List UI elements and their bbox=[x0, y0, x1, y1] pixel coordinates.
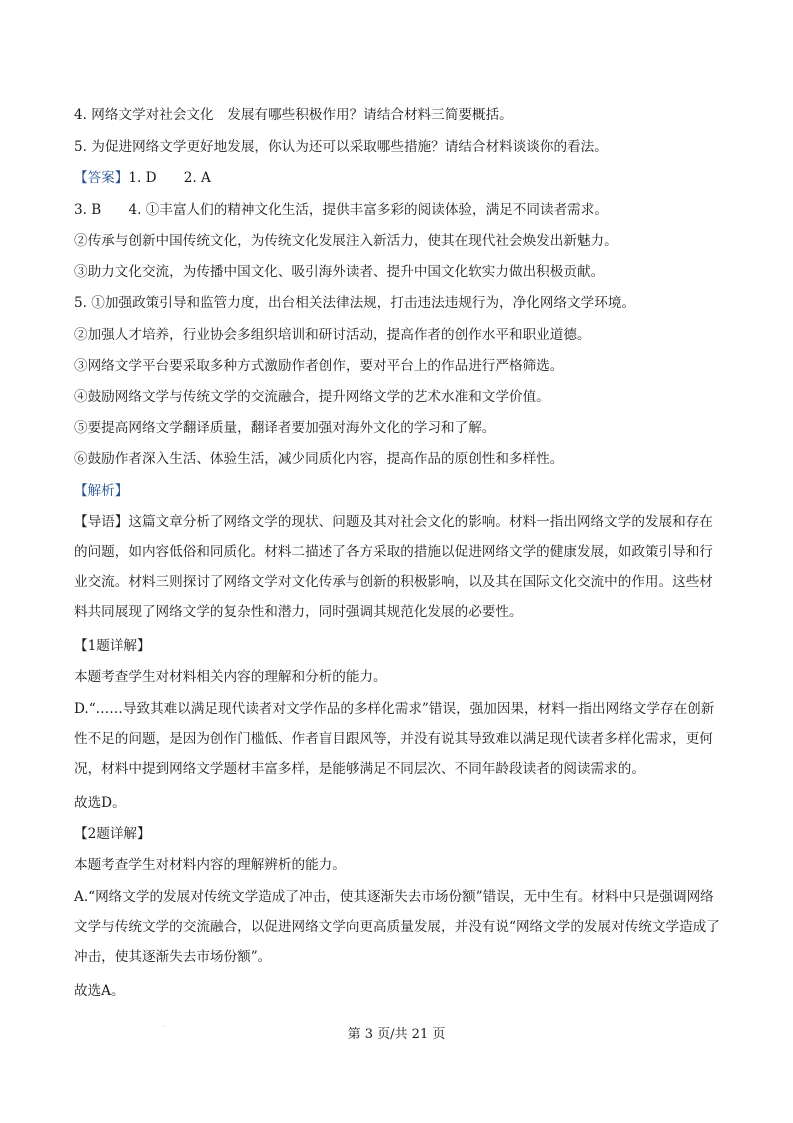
q1-detail-body: D.“……导致其难以满足现代读者对文学作品的多样化需求”错误，强加因果，材料一指出网络文学存在创新性不足的问题，是因为创作门槛低、作者盲目跟风等，并没有说其导致难以满足现代读者多样化需求，更何况，材料中提到网络文学题材丰富多样，是能够满足不同层次、不同年龄段读者的阅读需求的。 bbox=[74, 701, 715, 777]
answer-5-item-2: ②加强人才培养，行业协会多组织培训和研讨活动，提高作者的创作水平和职业道德。 bbox=[74, 327, 591, 343]
q1-detail-intro: 本题考查学生对材料相关内容的理解和分析的能力。 bbox=[74, 669, 387, 685]
q2-detail-body: A.“网络文学的发展对传统文学造成了冲击，使其逐渐失去市场份额”错误，无中生有。材料中只是强调网络文学与传统文学的交流融合，以促进网络文学向更高质量发展，并没有说“网络文学的发展对传统文学造成了冲击，使其逐渐失去市场份额”。 bbox=[74, 889, 720, 965]
answer-tag: 【答案】 bbox=[74, 170, 129, 186]
guide-paragraph: 【导语】这篇文章分析了网络文学的现状、问题及其对社会文化的影响。材料一指出网络文学的发展和存在的问题，如内容低俗和同质化。材料二描述了各方采取的措施以促进网络文学的健康发展，如政策引导和行业交流。材料三则探讨了网络文学对文化传承与创新的积极影响，以及其在国际文化交流中的作用。这些材料共同展现了网络文学的复杂性和潜力，同时强调其规范化发展的必要性。 bbox=[74, 514, 713, 620]
answer-5-item-5: ⑤要提高网络文学翻译质量，翻译者要加强对海外文化的学习和了解。 bbox=[74, 420, 496, 436]
answer-1-2: 1. D 2. A bbox=[128, 170, 211, 186]
answer-4-item-3: ③助力文化交流，为传播中国文化、吸引海外读者、提升中国文化软实力做出积极贡献。 bbox=[74, 264, 605, 280]
question-5: 5. 为促进网络文学更好地发展，你认为还可以采取哪些措施？请结合材料谈谈你的看法。 bbox=[74, 139, 608, 155]
answer-5-item-1: 5. ①加强政策引导和监管力度，出台相关法律法规，打击违法违规行为，净化网络文学环境。 bbox=[74, 295, 636, 311]
answer-4-item-2: ②传承与创新中国传统文化，为传统文化发展注入新活力，使其在现代社会焕发出新魅力。 bbox=[74, 233, 618, 249]
scan-speck: · bbox=[163, 1022, 166, 1031]
answer-line-1 bbox=[74, 168, 724, 188]
page-footer: 第 3 页/共 21 页 bbox=[347, 1027, 446, 1042]
question-4: 4. 网络文学对社会文化 发展有哪些积极作用？请结合材料三简要概括。 bbox=[74, 107, 513, 123]
answer-5-item-6: ⑥鼓励作者深入生活、体验生活，减少同质化内容，提高作品的原创性和多样性。 bbox=[74, 451, 564, 467]
q1-detail-title: 【1题详解】 bbox=[74, 638, 151, 654]
q2-detail-choice: 故选A。 bbox=[74, 983, 125, 999]
q1-detail-choice: 故选D。 bbox=[74, 795, 126, 811]
answer-5-item-4: ④鼓励网络文学与传统文学的交流融合，提升网络文学的艺术水准和文学价值。 bbox=[74, 389, 550, 405]
q2-detail-title: 【2题详解】 bbox=[74, 826, 151, 842]
analysis-tag: 【解析】 bbox=[74, 483, 129, 499]
answer-5-item-3: ③网络文学平台要采取多种方式激励作者创作，要对平台上的作品进行严格筛选。 bbox=[74, 358, 564, 374]
answer-3-4: 3. B 4. ①丰富人们的精神文化生活，提供丰富多彩的阅读体验，满足不同读者需求。 bbox=[74, 202, 608, 218]
q2-detail-intro: 本题考查学生对材料内容的理解辨析的能力。 bbox=[74, 857, 346, 873]
